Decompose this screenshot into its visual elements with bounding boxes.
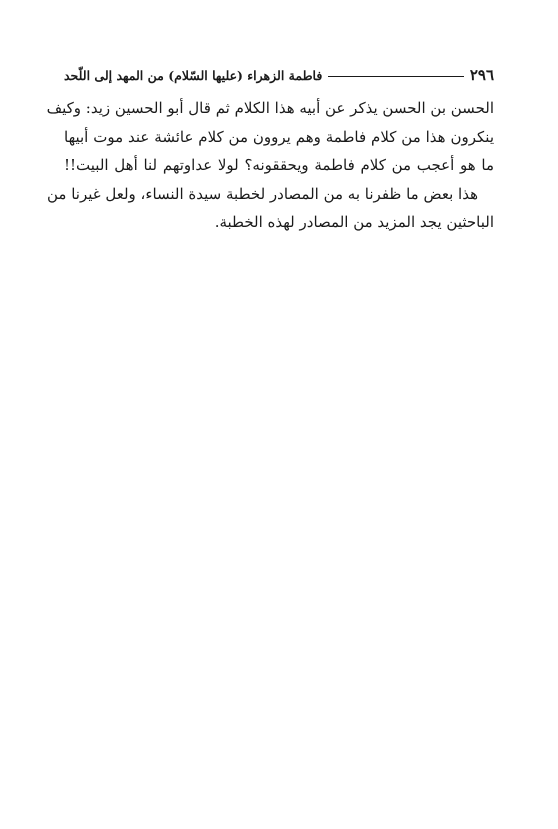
text-line: ينكرون هذا من كلام فاطمة وهم يروون من كلام عائشة عند موت أبيها	[64, 127, 494, 146]
body-text	[46, 94, 494, 237]
text-line: الحسن بن الحسن يذكر عن أبيه هذا الكلام ثم قال أبو الحسين زيد: وكيف	[46, 99, 494, 117]
book-title: فاطمة الزهراء (عليها السّلام) من المهد إلى اللّحد	[64, 67, 323, 83]
text-line: الباحثين يجد المزيد من المصادر لهذه الخطبة.	[214, 213, 494, 231]
paragraph-1	[46, 94, 494, 180]
text-line: ما هو أعجب من كلام فاطمة ويحققونه؟ لولا عداوتهم لنا أهل البيت!!	[64, 156, 494, 174]
text-line: هذا بعض ما ظفرنا به من المصادر لخطبة سيدة النساء، ولعل غيرنا من	[46, 184, 478, 203]
paragraph-2	[46, 180, 494, 237]
running-header	[64, 62, 494, 88]
page-number: ٢٩٦	[469, 66, 494, 84]
header-rule	[328, 76, 463, 77]
